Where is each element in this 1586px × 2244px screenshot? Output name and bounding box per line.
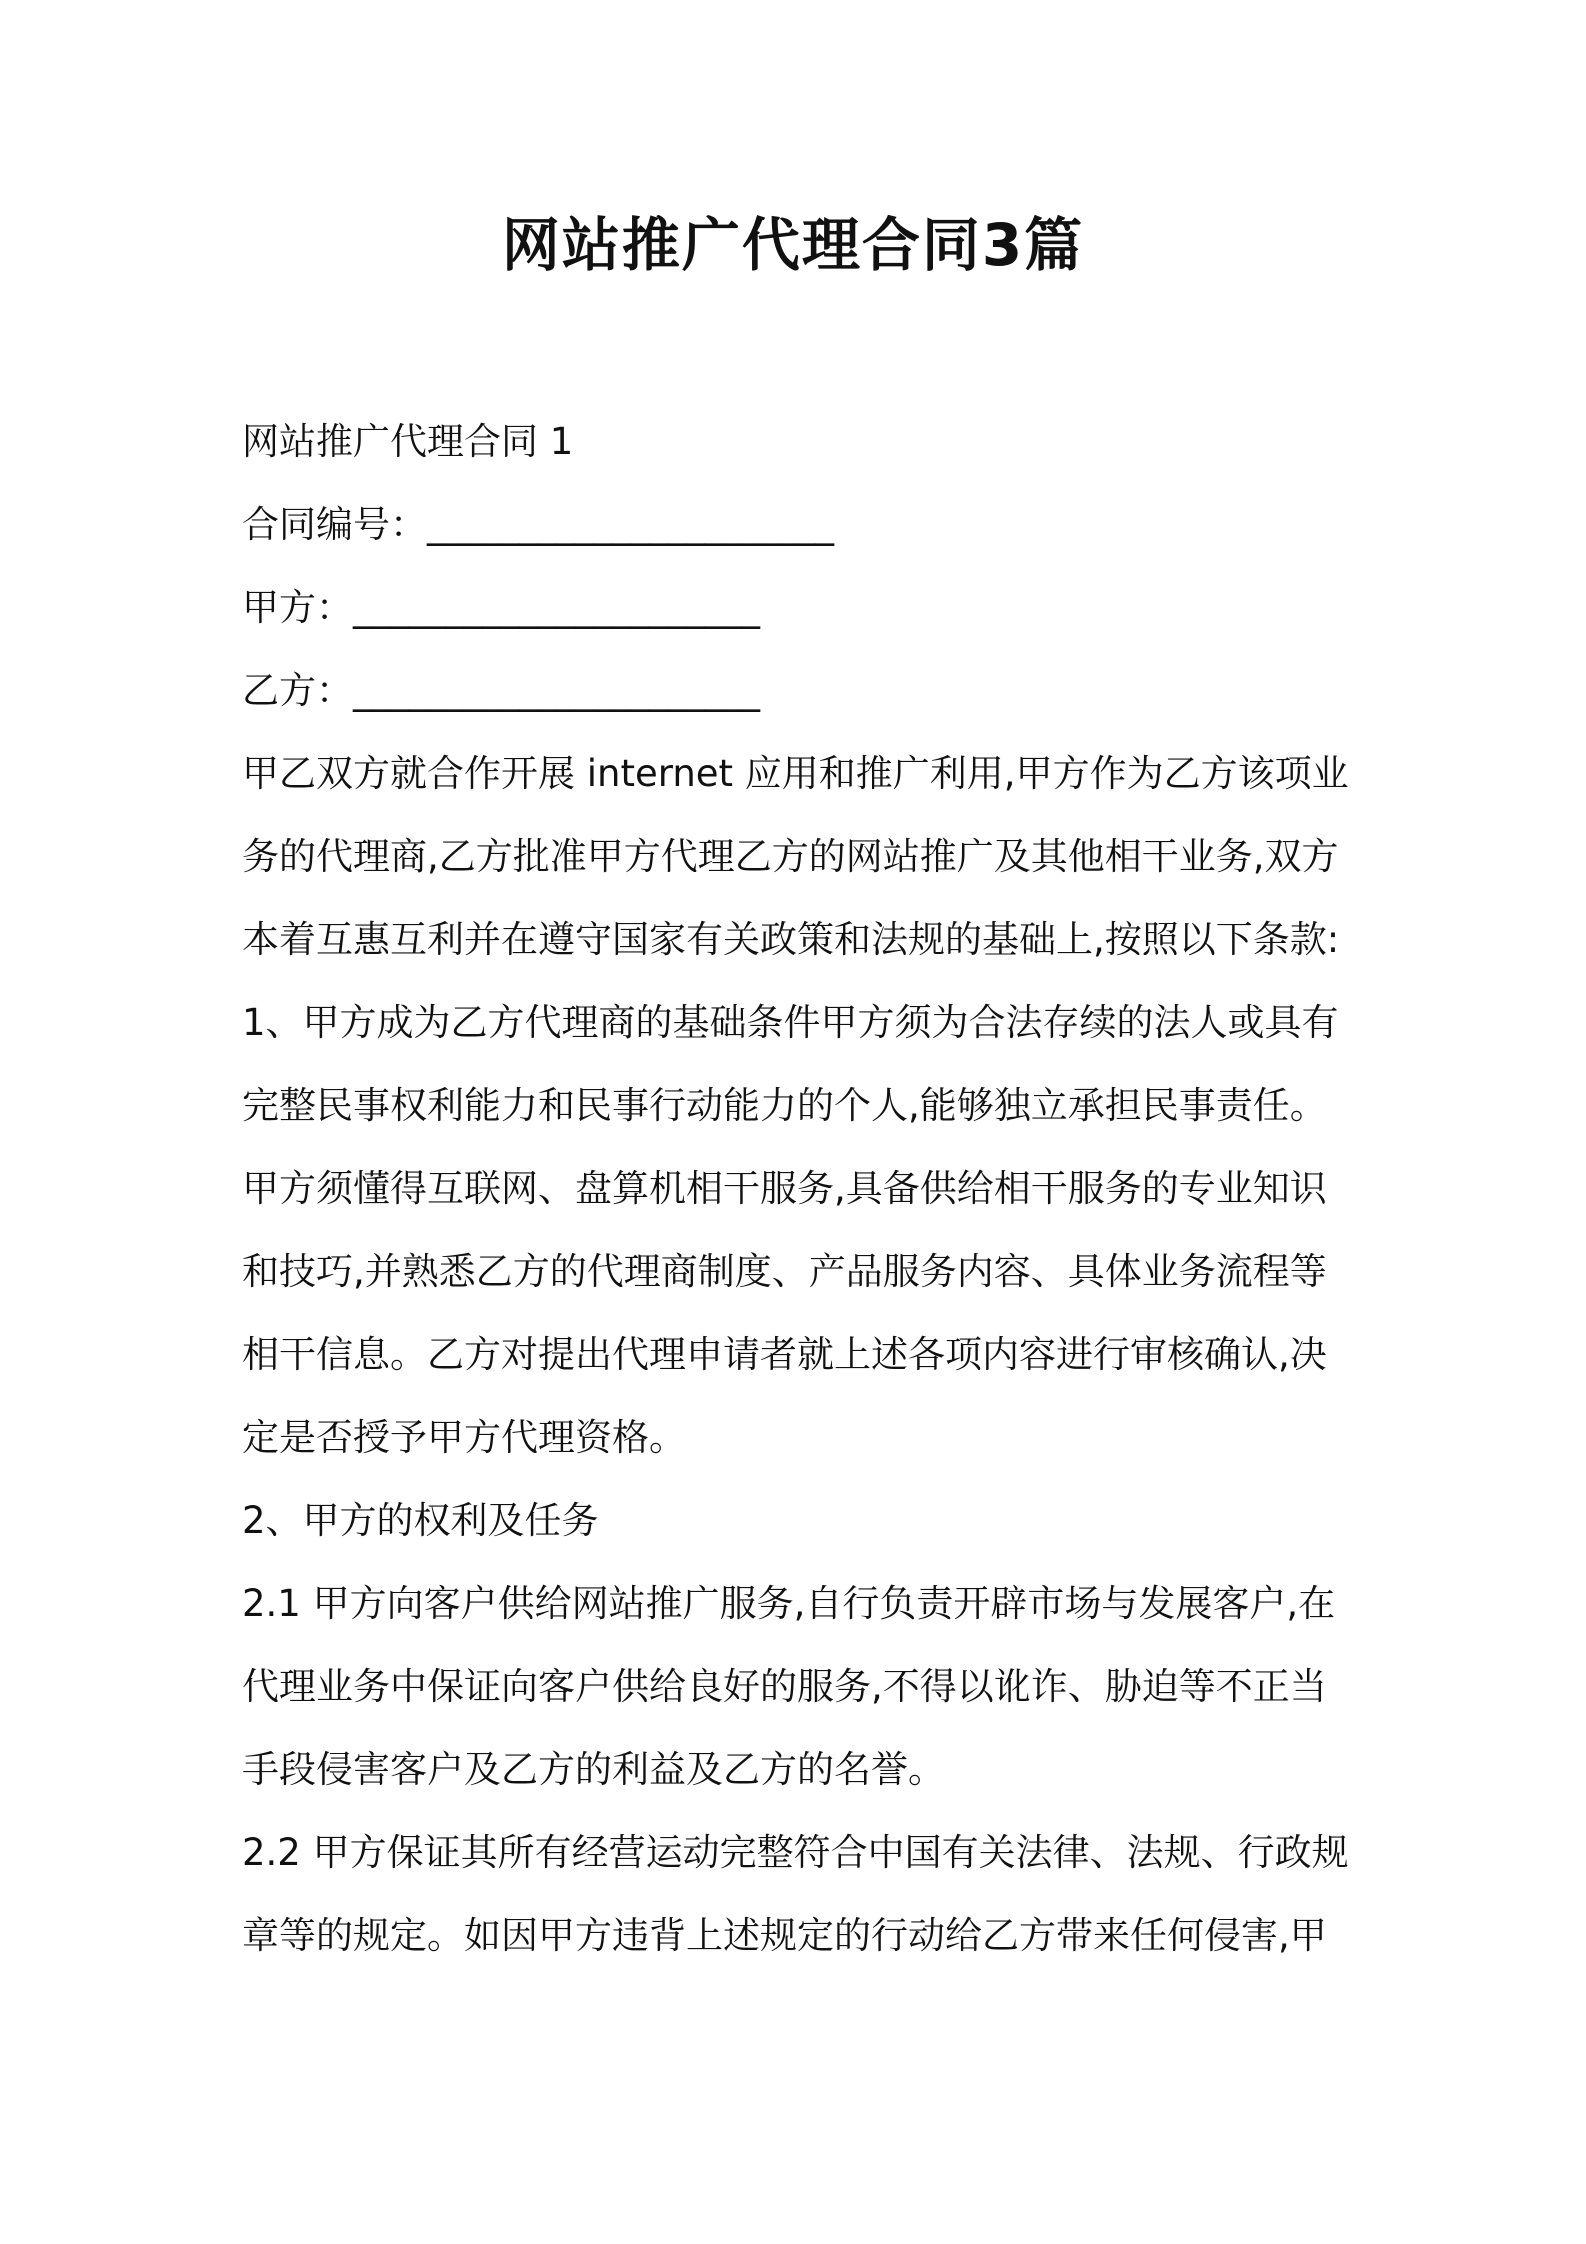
clause-1-line: 1、甲方成为乙方代理商的基础条件甲方须为合法存续的法人或具有 [242,1001,1339,1044]
document-title: 网站推广代理合同3篇 [501,211,1085,279]
party-b-field: 乙方：______________________ [242,669,760,712]
paragraph-line: 和技巧,并熟悉乙方的代理商制度、产品服务内容、具体业务流程等 [242,1250,1327,1293]
party-a-field: 甲方：______________________ [242,586,760,629]
clause-2-2-line: 章等的规定。如因甲方违背上述规定的行动给乙方带来任何侵害,甲 [242,1914,1327,1957]
contract-heading: 网站推广代理合同 1 [242,420,574,463]
paragraph-line: 定是否授予甲方代理资格。 [242,1416,686,1459]
paragraph-line: 本着互惠互利并在遵守国家有关政策和法规的基础上,按照以下条款: [242,918,1340,961]
clause-2-1-line: 手段侵害客户及乙方的利益及乙方的名誉。 [242,1748,945,1791]
clause-2-heading: 2、甲方的权利及任务 [242,1499,599,1542]
clause-2-1-line: 代理业务中保证向客户供给良好的服务,不得以讹诈、胁迫等不正当 [242,1665,1327,1708]
paragraph-line: 甲乙双方就合作开展 internet 应用和推广利用,甲方作为乙方该项业 [242,752,1349,795]
paragraph-line: 务的代理商,乙方批准甲方代理乙方的网站推广及其他相干业务,双方 [242,835,1339,878]
document-body [242,400,1362,1977]
clause-2-2-line: 2.2 甲方保证其所有经营运动完整符合中国有关法律、法规、行政规 [242,1831,1349,1874]
contract-number-field: 合同编号：______________________ [242,503,834,546]
clause-2-1-line: 2.1 甲方向客户供给网站推广服务,自行负责开辟市场与发展客户,在 [242,1582,1336,1625]
clause-1-line: 完整民事权利能力和民事行动能力的个人,能够独立承担民事责任。 [242,1084,1327,1127]
paragraph-line: 相干信息。乙方对提出代理申请者就上述各项内容进行审核确认,决 [242,1333,1327,1376]
paragraph-line: 甲方须懂得互联网、盘算机相干服务,具备供给相干服务的专业知识 [242,1167,1327,1210]
